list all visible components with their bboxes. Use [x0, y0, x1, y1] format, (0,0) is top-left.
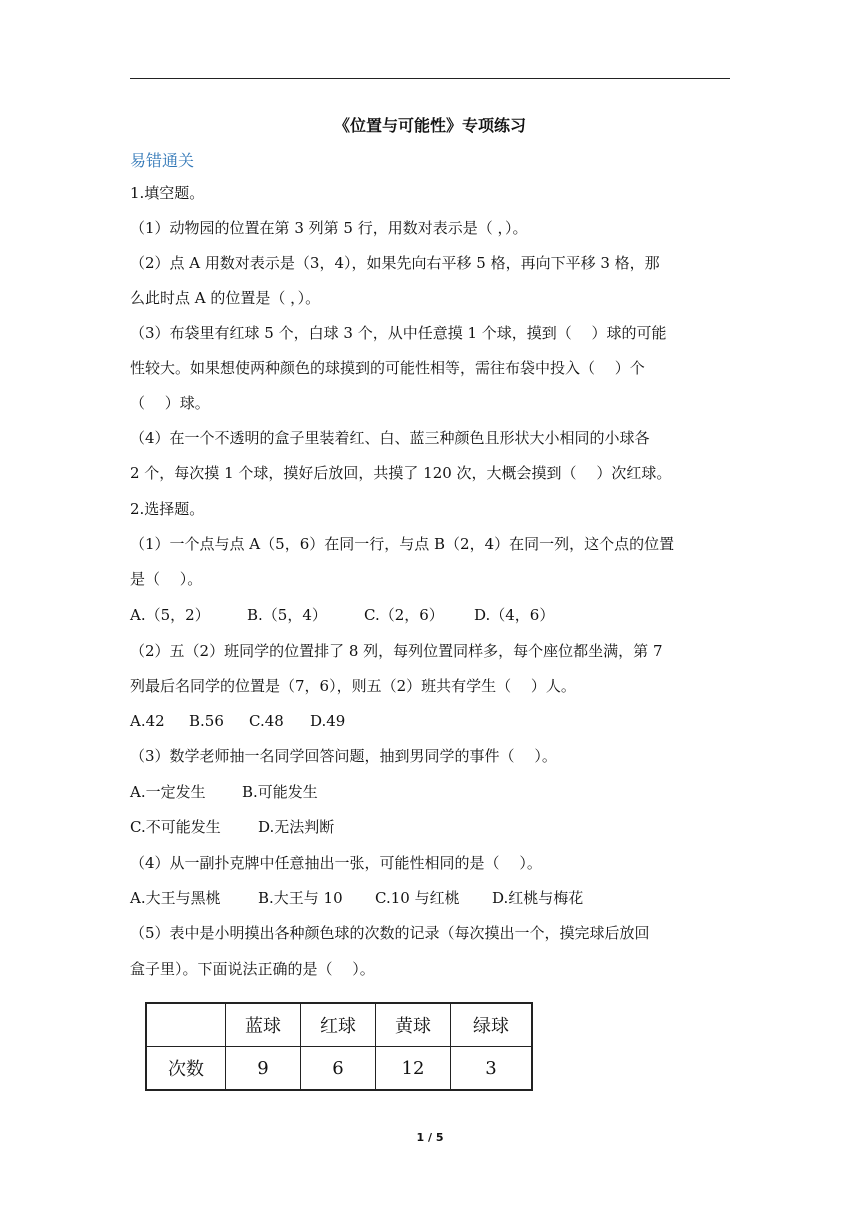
option-c: C.（2，6）: [364, 606, 444, 624]
header-rule: [130, 78, 730, 79]
q2-item-1-line1: （1）一个点与点 A（5，6）在同一行，与点 B（2，4）在同一列，这个点的位置: [130, 535, 675, 553]
option-c: C.48: [249, 712, 284, 730]
q2-item-5-line2: 盒子里）。下面说法正确的是（ ）。: [130, 960, 375, 978]
option-c: C.不可能发生: [130, 818, 221, 836]
option-a: A.（5，2）: [130, 606, 210, 624]
option-a: A.一定发生: [130, 783, 206, 801]
page-title: 《位置与可能性》专项练习: [333, 116, 526, 135]
ball-record-table: [145, 1002, 533, 1091]
header-blue: 蓝球: [226, 1003, 301, 1047]
option-c: C.10 与红桃: [375, 889, 460, 907]
q2-item-2-options: [130, 711, 345, 731]
table-row: [146, 1047, 532, 1091]
option-d: D.红桃与梅花: [492, 889, 584, 907]
header-red: 红球: [301, 1003, 376, 1047]
option-b: B.（5，4）: [247, 606, 327, 624]
q2-item-5-line1: （5）表中是小明摸出各种颜色球的次数的记录（每次摸出一个，摸完球后放回: [130, 924, 650, 942]
option-d: D.49: [310, 712, 346, 730]
q1-item-4-line1: （4）在一个不透明的盒子里装着红、白、蓝三种颜色且形状大小相同的小球各: [130, 429, 650, 447]
q2-item-3: （3）数学老师抽一名同学回答问题，抽到男同学的事件（ ）。: [130, 747, 557, 765]
q1-item-3-line3: （ ）球。: [130, 394, 210, 412]
header-green: 绿球: [451, 1003, 533, 1047]
q1-item-2-line2: 么此时点 A 的位置是（ ，）。: [130, 289, 321, 307]
option-b: B.可能发生: [242, 783, 318, 801]
option-d: D.（4，6）: [474, 606, 555, 624]
table-header-row: [146, 1003, 532, 1047]
q2-item-2-line2: 列最后名同学的位置是（7，6），则五（2）班共有学生（ ）人。: [130, 677, 576, 695]
page-number: 1 / 5: [416, 1131, 444, 1144]
q2-heading: 2.选择题。: [130, 500, 205, 518]
value-green: 3: [451, 1047, 533, 1091]
q2-item-3-options-2: [130, 817, 334, 837]
option-b: B.大王与 10: [258, 889, 343, 907]
value-red: 6: [301, 1047, 376, 1091]
q1-item-4-line2: 2 个，每次摸 1 个球，摸好后放回，共摸了 120 次，大概会摸到（ ）次红球。: [130, 464, 672, 482]
option-b: B.56: [189, 712, 224, 730]
q1-item-3-line2: 性较大。如果想使两种颜色的球摸到的可能性相等，需往布袋中投入（ ）个: [130, 359, 645, 377]
row-label: 次数: [146, 1047, 226, 1091]
value-yellow: 12: [376, 1047, 451, 1091]
q2-item-2-line1: （2）五（2）班同学的位置排了 8 列，每列位置同样多，每个座位都坐满，第 7: [130, 642, 663, 660]
q2-item-4: （4）从一副扑克牌中任意抽出一张，可能性相同的是（ ）。: [130, 854, 542, 872]
section-heading: 易错通关: [130, 151, 195, 170]
option-a: A.42: [130, 712, 165, 730]
table-corner-cell: [146, 1003, 226, 1047]
header-yellow: 黄球: [376, 1003, 451, 1047]
option-a: A.大王与黑桃: [130, 889, 221, 907]
option-d: D.无法判断: [258, 818, 335, 836]
q2-item-4-options: [130, 888, 583, 908]
value-blue: 9: [226, 1047, 301, 1091]
q1-item-1: （1）动物园的位置在第 3 列第 5 行，用数对表示是（ ，）。: [130, 219, 528, 237]
q1-heading: 1.填空题。: [130, 184, 205, 202]
q2-item-1-line2: 是（ ）。: [130, 570, 203, 588]
q2-item-1-options: [130, 605, 554, 625]
q2-item-3-options-1: [130, 782, 318, 802]
q1-item-2-line1: （2）点 A 用数对表示是（3，4），如果先向右平移 5 格，再向下平移 3 格，那: [130, 254, 660, 272]
q1-item-3-line1: （3）布袋里有红球 5 个，白球 3 个，从中任意摸 1 个球，摸到（ ）球的可能: [130, 324, 667, 342]
